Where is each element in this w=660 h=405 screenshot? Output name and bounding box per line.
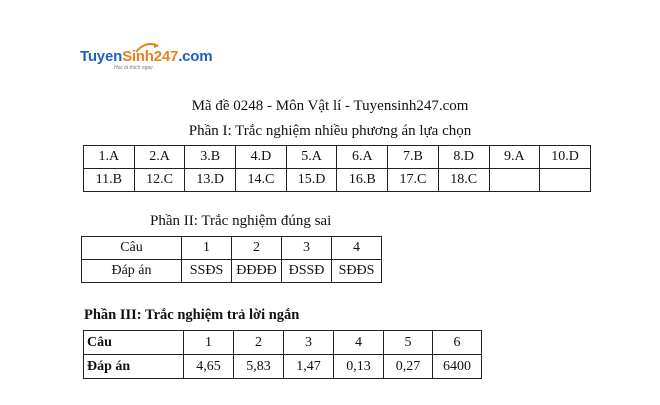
question-number-cell: 6 — [433, 331, 482, 355]
answer-cell: 13.D — [185, 169, 236, 192]
answer-cell: ĐSSĐ — [282, 260, 332, 283]
answer-cell: 5.A — [286, 146, 337, 169]
question-number-cell: 1 — [182, 237, 232, 260]
answer-label-cell: Đáp án — [84, 355, 184, 379]
table-row — [84, 169, 591, 192]
tuyensinh247-logo — [78, 46, 213, 72]
answer-cell: 6400 — [433, 355, 482, 379]
answer-cell: SSĐS — [182, 260, 232, 283]
answer-cell — [489, 169, 540, 192]
logo-text: TuyenSinh247.com — [80, 48, 213, 65]
table-row — [84, 331, 482, 355]
question-label-cell: Câu — [84, 331, 184, 355]
answer-cell: SĐĐS — [332, 260, 382, 283]
question-label-cell: Câu — [82, 237, 182, 260]
answer-cell: 4.D — [236, 146, 287, 169]
part1-answer-table — [83, 145, 591, 192]
answer-cell: 10.D — [540, 146, 591, 169]
question-number-cell: 2 — [232, 237, 282, 260]
answer-cell: 11.B — [84, 169, 135, 192]
table-row — [82, 260, 382, 283]
answer-cell: 16.B — [337, 169, 388, 192]
answer-cell: 18.C — [438, 169, 489, 192]
answer-cell: 0,13 — [334, 355, 384, 379]
answer-cell: 3.B — [185, 146, 236, 169]
answer-cell: 1,47 — [284, 355, 334, 379]
part3-answer-table — [83, 330, 482, 379]
answer-cell: ĐĐĐĐ — [232, 260, 282, 283]
question-number-cell: 1 — [184, 331, 234, 355]
answer-cell: 7.B — [388, 146, 439, 169]
answer-cell: 15.D — [286, 169, 337, 192]
answer-cell: 17.C — [388, 169, 439, 192]
answer-label-cell: Đáp án — [82, 260, 182, 283]
answer-cell: 14.C — [236, 169, 287, 192]
answer-cell: 0,27 — [384, 355, 433, 379]
question-number-cell: 5 — [384, 331, 433, 355]
question-number-cell: 3 — [282, 237, 332, 260]
part2-heading: Phần II: Trắc nghiệm đúng sai — [150, 213, 332, 229]
answer-cell — [540, 169, 591, 192]
answer-cell: 9.A — [489, 146, 540, 169]
question-number-cell: 2 — [234, 331, 284, 355]
table-row — [84, 355, 482, 379]
answer-cell: 4,65 — [184, 355, 234, 379]
logo-tagline: Học là thích ngay — [114, 65, 153, 71]
part2-answer-table — [81, 236, 382, 283]
table-row — [84, 146, 591, 169]
question-number-cell: 4 — [332, 237, 382, 260]
answer-cell: 5,83 — [234, 355, 284, 379]
answer-cell: 1.A — [84, 146, 135, 169]
part3-heading: Phần III: Trắc nghiệm trả lời ngắn — [84, 307, 300, 323]
exam-title: Mã đề 0248 - Môn Vật lí - Tuyensinh247.com — [191, 98, 469, 114]
answer-cell: 12.C — [134, 169, 185, 192]
question-number-cell: 4 — [334, 331, 384, 355]
answer-cell: 8.D — [438, 146, 489, 169]
part1-heading: Phần I: Trắc nghiệm nhiều phương án lựa chọn — [188, 123, 472, 139]
table-row — [82, 237, 382, 260]
question-number-cell: 3 — [284, 331, 334, 355]
answer-cell: 6.A — [337, 146, 388, 169]
answer-cell: 2.A — [134, 146, 185, 169]
